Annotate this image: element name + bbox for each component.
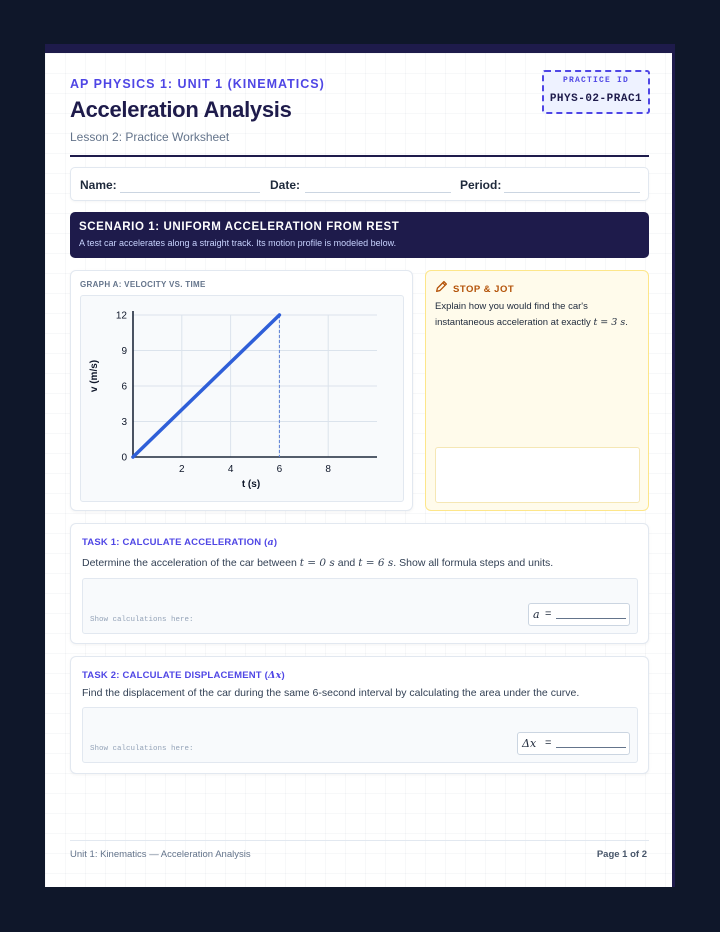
task-1-calc-hint: Show calculations here:: [90, 616, 194, 624]
period-label: Period:: [460, 178, 502, 192]
x-tick-label: 6: [276, 464, 283, 475]
page-subtitle: Lesson 2: Practice Worksheet: [70, 130, 230, 144]
task-2-calc-hint: Show calculations here:: [90, 745, 194, 753]
worksheet-page: [45, 44, 675, 887]
stop-and-jot-text: Explain how you would find the car's instantaneous acceleration at exactly: [435, 301, 594, 328]
task-2-answer-symbol: Δx: [522, 737, 537, 750]
stop-and-jot-title: STOP & JOT: [453, 283, 515, 295]
course-label: AP PHYSICS 1: UNIT 1 (KINEMATICS): [70, 77, 325, 91]
stop-and-jot-answer-box[interactable]: [435, 447, 640, 503]
velocity-time-chart: [81, 296, 405, 503]
task-1-title: [82, 537, 277, 548]
graph-label: GRAPH A: VELOCITY VS. TIME: [80, 280, 206, 289]
page-title: Acceleration Analysis: [70, 97, 292, 122]
student-info-row: [70, 167, 649, 201]
practice-id-badge: [542, 70, 650, 114]
task-2-title-symbol: Δx: [268, 670, 282, 681]
task-2-answer-line[interactable]: [556, 747, 626, 748]
footer-unit-label: Unit 1: Kinematics — Acceleration Analysis: [70, 849, 251, 860]
stop-and-jot-prompt: [435, 299, 640, 331]
x-tick-label: 4: [227, 464, 234, 475]
task-1-card: [70, 523, 649, 644]
chart-ticks: [116, 311, 332, 476]
date-label: Date:: [270, 178, 301, 192]
y-tick-label: 12: [115, 310, 127, 322]
task-1-answer-symbol: a: [533, 608, 540, 621]
task-1-calculation-area[interactable]: [82, 578, 638, 634]
task-1-desc-part: Determine the acceleration of the car between: [82, 557, 300, 569]
practice-id-value: PHYS-02-PRAC1: [549, 93, 643, 105]
y-tick-label: 6: [121, 381, 127, 393]
task-1-answer-box[interactable]: [528, 603, 630, 626]
task-2-title: [82, 670, 285, 681]
task-2-equals: =: [545, 737, 552, 749]
task-1-desc-part: and: [334, 557, 359, 569]
pencil-icon: [435, 280, 448, 298]
scenario-description: A test car accelerates along a straight track. Its motion profile is modeled below.: [79, 238, 397, 248]
scenario-title: SCENARIO 1: UNIFORM ACCELERATION FROM REST: [79, 221, 400, 233]
footer-divider: [70, 840, 649, 841]
graph-frame: [80, 295, 404, 502]
name-field[interactable]: [120, 192, 260, 193]
y-tick-label: 3: [121, 417, 127, 428]
y-tick-label: 9: [121, 346, 127, 357]
stop-and-jot-math: t = 3 s: [593, 317, 626, 328]
task-2-title-text: TASK 2: CALCULATE DISPLACEMENT (: [82, 670, 269, 681]
task-1-description: [82, 557, 553, 569]
date-field[interactable]: [305, 192, 451, 193]
period-field[interactable]: [504, 192, 640, 193]
stop-and-jot-card: [425, 270, 649, 511]
scenario-banner: [70, 212, 649, 258]
task-2-title-close: ): [281, 670, 285, 681]
task-1-math-start: t = 0 s: [299, 557, 335, 569]
x-tick-label: 8: [325, 464, 331, 475]
y-tick-label: 0: [121, 452, 127, 464]
task-1-desc-part: . Show all formula steps and units.: [393, 557, 554, 569]
name-label: Name:: [80, 178, 117, 192]
task-1-title-close: ): [273, 537, 278, 548]
task-2-card: [70, 656, 649, 774]
y-axis-label: v (m/s): [89, 359, 100, 393]
x-tick-label: 2: [179, 464, 185, 475]
task-2-answer-box[interactable]: [517, 732, 630, 755]
task-1-math-end: t = 6 s: [358, 557, 394, 569]
task-1-answer-line[interactable]: [556, 618, 626, 619]
header-divider: [70, 155, 649, 157]
task-1-title-text: TASK 1: CALCULATE ACCELERATION (: [82, 537, 268, 548]
graph-card: [70, 270, 413, 511]
practice-id-label: PRACTICE ID: [562, 76, 629, 85]
chart-axes: [133, 311, 377, 457]
task-2-calculation-area[interactable]: [82, 707, 638, 763]
task-2-description: Find the displacement of the car during the same 6-second interval by calculating the area under the curve.: [82, 687, 580, 699]
task-1-equals: =: [545, 608, 552, 620]
x-axis-label: t (s): [241, 479, 261, 490]
stop-and-jot-period: .: [625, 317, 628, 328]
task-1-title-symbol: a: [267, 537, 274, 548]
page-number: Page 1 of 2: [596, 849, 647, 860]
stop-and-jot-header: [435, 280, 514, 298]
